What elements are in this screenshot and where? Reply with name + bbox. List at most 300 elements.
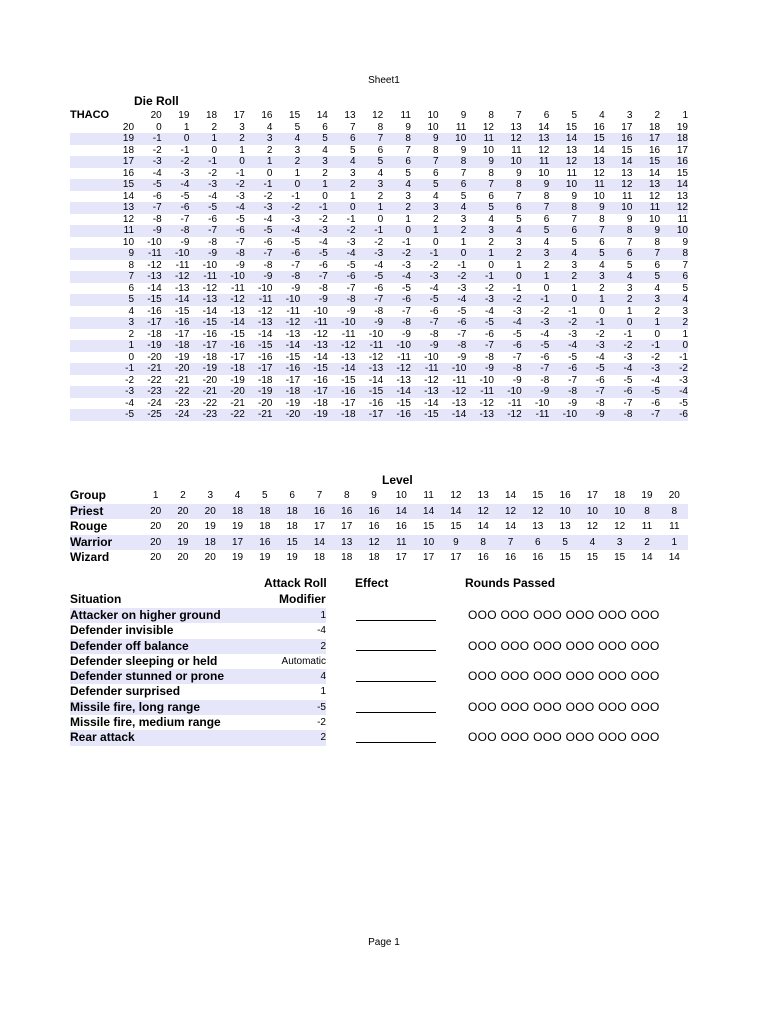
- target-roll-cell: -2: [208, 167, 218, 179]
- target-roll-cell: -9: [291, 282, 301, 294]
- target-roll-cell: -4: [494, 317, 522, 329]
- target-roll-cell: 0: [217, 156, 245, 168]
- target-roll-cell: -6: [605, 386, 633, 398]
- target-roll-cell: 2: [217, 133, 245, 145]
- target-roll-cell: -10: [313, 305, 328, 317]
- target-roll-cell: 6: [328, 133, 356, 145]
- target-roll-cell: -15: [230, 328, 245, 340]
- target-roll-cell: -9: [577, 409, 605, 421]
- target-roll-cell: -7: [512, 351, 522, 363]
- situation-row: [70, 700, 668, 715]
- target-roll-cell: -1: [512, 282, 522, 294]
- target-roll-cell: 9: [632, 225, 660, 237]
- target-roll-cell: 5: [577, 248, 605, 260]
- thaco-value: 0: [128, 351, 135, 363]
- level-thaco-cell: 15: [586, 552, 598, 563]
- target-roll-cell: -23: [134, 386, 162, 398]
- target-roll-cell: 8: [543, 190, 550, 202]
- level-thaco-cell: 12: [614, 521, 626, 532]
- level-thaco-cell: 12: [497, 504, 524, 520]
- die-roll-header: 2: [654, 110, 661, 121]
- target-roll-cell: -3: [568, 328, 578, 340]
- target-roll-cell: -18: [162, 340, 190, 352]
- target-roll-cell: -19: [134, 340, 162, 352]
- level-thaco-cell: 18: [368, 552, 380, 563]
- target-roll-cell: -19: [245, 386, 273, 398]
- rounds-cell: [468, 684, 668, 699]
- level-header: 3: [207, 490, 214, 501]
- target-roll-cell: -5: [245, 225, 273, 237]
- situation-modifier: 2: [256, 730, 326, 745]
- target-roll-cell: -12: [494, 409, 522, 421]
- target-roll-cell: -16: [162, 317, 190, 329]
- target-roll-cell: -3: [189, 179, 217, 191]
- target-roll-cell: 17: [676, 144, 688, 156]
- target-roll-cell: 14: [605, 156, 633, 168]
- level-thaco-cell: 14: [477, 521, 489, 532]
- target-roll-cell: -15: [396, 397, 411, 409]
- target-roll-cell: -5: [134, 179, 162, 191]
- thaco-value: 10: [122, 236, 135, 248]
- target-roll-cell: -5: [679, 397, 688, 409]
- level-header: 15: [532, 490, 544, 501]
- target-roll-cell: -17: [230, 351, 245, 363]
- target-roll-cell: -7: [189, 225, 217, 237]
- target-roll-cell: -4: [605, 363, 633, 375]
- target-roll-cell: -8: [263, 259, 273, 271]
- target-roll-cell: -8: [383, 317, 411, 329]
- thaco-row: [70, 214, 688, 226]
- group-name: Priest: [70, 504, 142, 520]
- die-roll-header: 20: [150, 110, 162, 121]
- target-roll-cell: -12: [439, 386, 467, 398]
- target-roll-cell: -14: [424, 397, 439, 409]
- target-roll-cell: 1: [405, 213, 411, 225]
- target-roll-cell: -4: [162, 179, 190, 191]
- target-roll-cell: 4: [433, 190, 439, 202]
- effect-input[interactable]: [356, 611, 436, 621]
- target-roll-cell: -9: [235, 259, 245, 271]
- target-roll-cell: -14: [147, 282, 162, 294]
- level-thaco-cell: 11: [388, 535, 415, 551]
- group-row: [70, 519, 688, 535]
- target-roll-cell: 3: [632, 294, 660, 306]
- target-roll-cell: -9: [346, 305, 356, 317]
- attack-roll-header: Attack Roll: [264, 576, 327, 590]
- target-roll-cell: -14: [368, 374, 384, 386]
- target-roll-cell: -12: [217, 294, 245, 306]
- target-roll-cell: -17: [341, 397, 356, 409]
- thaco-value: 1: [112, 340, 134, 352]
- target-roll-cell: -7: [346, 282, 356, 294]
- target-roll-cell: -3: [679, 374, 688, 386]
- level-thaco-cell: 16: [360, 504, 387, 520]
- target-roll-cell: 0: [439, 248, 467, 260]
- target-roll-cell: 3: [626, 282, 633, 294]
- thaco-value: 2: [128, 328, 135, 340]
- thaco-label: THACO: [70, 109, 110, 121]
- thaco-row: [70, 352, 688, 364]
- die-roll-header: 14: [316, 110, 328, 121]
- level-thaco-cell: 15: [423, 521, 435, 532]
- thaco-row: [70, 156, 688, 168]
- target-roll-cell: 4: [494, 225, 522, 237]
- target-roll-cell: 4: [328, 156, 356, 168]
- spacer: [326, 639, 356, 654]
- target-roll-cell: -5: [346, 259, 356, 271]
- thaco-row-spacer: [70, 260, 112, 272]
- target-roll-cell: 5: [522, 225, 550, 237]
- level-header: 12: [450, 490, 462, 501]
- target-roll-cell: -23: [174, 397, 190, 409]
- target-roll-cell: -16: [328, 386, 356, 398]
- target-roll-cell: -6: [328, 271, 356, 283]
- target-roll-cell: -5: [180, 190, 190, 202]
- target-roll-cell: -12: [313, 328, 328, 340]
- target-roll-cell: -20: [202, 374, 218, 386]
- level-thaco-cell: 19: [169, 535, 196, 551]
- thaco-value: 18: [122, 144, 135, 156]
- target-roll-cell: 7: [466, 179, 494, 191]
- situation-modifier: -4: [317, 625, 326, 637]
- target-roll-cell: -2: [162, 156, 190, 168]
- target-roll-cell: 11: [577, 179, 605, 191]
- target-roll-cell: -3: [411, 271, 439, 283]
- level-thaco-cell: 15: [614, 552, 626, 563]
- target-roll-cell: 3: [571, 259, 578, 271]
- target-roll-cell: -5: [466, 317, 494, 329]
- rounds-tracker[interactable]: OOO OOO OOO OOO OOO OOO: [468, 699, 660, 714]
- target-roll-cell: 3: [349, 167, 356, 179]
- thaco-row-spacer: [70, 283, 112, 295]
- spacer: [326, 730, 356, 745]
- level-thaco-cell: 19: [286, 552, 298, 563]
- target-roll-cell: 16: [605, 133, 633, 145]
- die-roll-header: 19: [178, 110, 190, 121]
- level-header: 5: [262, 490, 268, 501]
- target-roll-cell: 13: [565, 144, 578, 156]
- level-thaco-cell: 19: [231, 521, 244, 532]
- target-roll-cell: 9: [466, 156, 494, 168]
- target-roll-cell: -24: [147, 397, 162, 409]
- level-header: 6: [289, 490, 295, 501]
- target-roll-cell: -3: [522, 317, 550, 329]
- target-roll-cell: -5: [457, 305, 467, 317]
- target-roll-cell: 5: [571, 236, 578, 248]
- target-roll-cell: -13: [466, 409, 494, 421]
- level-thaco-cell: 12: [360, 535, 387, 551]
- thaco-value: -1: [112, 363, 134, 375]
- thaco-value: -4: [125, 397, 135, 409]
- level-thaco-cell: 18: [286, 521, 298, 532]
- spacer: [438, 623, 468, 638]
- target-roll-cell: -7: [411, 317, 439, 329]
- level-thaco-cell: 19: [231, 552, 244, 563]
- spacer: [438, 715, 468, 730]
- level-thaco-cell: 10: [606, 504, 633, 520]
- target-roll-cell: 8: [494, 179, 522, 191]
- die-roll-header: 18: [205, 110, 218, 121]
- group-name: Warrior: [70, 535, 142, 551]
- target-roll-cell: -19: [174, 351, 190, 363]
- target-roll-cell: 1: [239, 144, 245, 156]
- target-roll-cell: -13: [230, 305, 245, 317]
- target-roll-cell: 2: [433, 213, 439, 225]
- target-roll-cell: 1: [189, 133, 217, 145]
- level-thaco-cell: 17: [423, 552, 435, 563]
- thaco-row: [70, 248, 688, 260]
- target-roll-cell: -16: [217, 340, 245, 352]
- target-roll-cell: 12: [660, 202, 688, 214]
- target-roll-cell: 14: [660, 179, 688, 191]
- sheet-title: Sheet1: [368, 75, 400, 86]
- level-header: 7: [316, 490, 323, 501]
- target-roll-cell: 4: [605, 271, 633, 283]
- level-thaco-cell: 12: [586, 521, 598, 532]
- target-roll-cell: -6: [660, 409, 688, 421]
- target-roll-cell: -21: [189, 386, 217, 398]
- target-roll-cell: 12: [482, 121, 494, 133]
- target-roll-cell: -7: [291, 259, 301, 271]
- thaco-row-spacer: [70, 398, 112, 410]
- target-roll-cell: 10: [482, 144, 494, 156]
- thaco-value: 6: [128, 282, 135, 294]
- target-roll-cell: 11: [522, 156, 550, 168]
- target-roll-cell: 5: [682, 282, 688, 294]
- target-roll-cell: -19: [300, 409, 328, 421]
- target-roll-cell: -10: [424, 351, 439, 363]
- target-roll-cell: 1: [466, 248, 494, 260]
- target-roll-cell: 6: [439, 179, 467, 191]
- situation-modifier: Automatic: [281, 655, 326, 667]
- target-roll-cell: -20: [217, 386, 245, 398]
- rounds-tracker[interactable]: OOO OOO OOO OOO OOO OOO: [468, 669, 660, 684]
- target-roll-cell: -11: [286, 305, 301, 317]
- level-thaco-cell: 20: [177, 552, 189, 563]
- target-roll-cell: 1: [349, 190, 356, 202]
- level-thaco-cell: 16: [395, 521, 407, 532]
- target-roll-cell: -6: [318, 259, 328, 271]
- target-roll-cell: 7: [460, 167, 467, 179]
- target-roll-cell: 14: [549, 133, 577, 145]
- target-roll-cell: 2: [439, 225, 467, 237]
- level-thaco-cell: 18: [224, 504, 251, 520]
- target-roll-cell: -5: [522, 340, 550, 352]
- spacer: [438, 700, 468, 715]
- target-roll-cell: 3: [466, 225, 494, 237]
- target-roll-cell: -22: [217, 409, 245, 421]
- group-label: Group: [70, 488, 106, 502]
- die-roll-header: 6: [543, 110, 550, 121]
- level-thaco-cell: 17: [224, 535, 251, 551]
- target-roll-cell: 3: [460, 213, 467, 225]
- die-roll-header: 4: [599, 110, 605, 121]
- target-roll-cell: -7: [568, 374, 578, 386]
- level-thaco-cell: 13: [532, 521, 544, 532]
- spacer: [326, 654, 356, 669]
- target-roll-cell: 9: [516, 167, 522, 179]
- level-thaco-cell: 20: [169, 504, 196, 520]
- target-roll-cell: -8: [162, 225, 190, 237]
- target-roll-cell: 9: [411, 133, 439, 145]
- level-thaco-cell: 18: [259, 521, 271, 532]
- level-thaco-cell: 20: [142, 504, 169, 520]
- target-roll-cell: 10: [439, 133, 467, 145]
- target-roll-cell: -3: [134, 156, 162, 168]
- target-roll-cell: -4: [328, 248, 356, 260]
- target-roll-cell: 0: [272, 179, 300, 191]
- target-roll-cell: -21: [134, 363, 162, 375]
- rounds-passed-header: Rounds Passed: [465, 576, 556, 590]
- target-roll-cell: 6: [488, 190, 494, 202]
- die-roll-header: 3: [626, 110, 633, 121]
- level-header: 2: [180, 490, 186, 501]
- situation-name: Missile fire, long range: [70, 700, 256, 715]
- effect-cell: [356, 669, 438, 684]
- situation-row: [70, 654, 668, 669]
- level-header: 17: [586, 490, 598, 501]
- target-roll-cell: -4: [485, 305, 494, 317]
- effect-input[interactable]: [356, 733, 436, 743]
- target-roll-cell: -1: [522, 294, 550, 306]
- die-roll-header: 5: [571, 110, 578, 121]
- target-roll-cell: 8: [654, 236, 661, 248]
- target-roll-cell: 0: [494, 271, 522, 283]
- target-roll-cell: -9: [300, 294, 328, 306]
- target-roll-cell: 0: [266, 167, 273, 179]
- rounds-tracker[interactable]: OOO OOO OOO OOO OOO OOO: [468, 638, 660, 653]
- thaco-row-spacer: [70, 329, 112, 341]
- level-thaco-cell: 10: [551, 504, 578, 520]
- effect-input[interactable]: [356, 672, 436, 682]
- target-roll-cell: -11: [466, 386, 494, 398]
- rounds-tracker[interactable]: OOO OOO OOO OOO OOO OOO: [468, 608, 660, 622]
- level-thaco-cell: 18: [278, 504, 305, 520]
- target-roll-cell: -6: [374, 282, 384, 294]
- group-name: Wizard: [70, 550, 110, 564]
- die-roll-label: Die Roll: [134, 94, 179, 108]
- level-thaco-cell: 11: [641, 521, 653, 532]
- target-roll-cell: -14: [272, 340, 300, 352]
- thaco-row-spacer: [70, 156, 112, 168]
- target-roll-cell: -9: [245, 271, 273, 283]
- target-roll-cell: 2: [599, 282, 605, 294]
- target-roll-cell: 9: [460, 144, 467, 156]
- level-thaco-cell: 19: [259, 552, 271, 563]
- target-roll-cell: -13: [189, 294, 217, 306]
- target-roll-cell: 11: [622, 190, 633, 202]
- target-roll-cell: 15: [676, 167, 688, 179]
- target-roll-cell: 9: [626, 213, 633, 225]
- target-roll-cell: 0: [543, 282, 550, 294]
- target-roll-cell: 6: [599, 236, 605, 248]
- effect-cell: [356, 684, 438, 699]
- thaco-row: [70, 179, 688, 191]
- thaco-row-spacer: [70, 133, 112, 145]
- target-roll-cell: -18: [328, 409, 356, 421]
- target-roll-cell: 7: [626, 236, 633, 248]
- target-roll-cell: 8: [549, 202, 577, 214]
- rounds-tracker[interactable]: OOO OOO OOO OOO OOO OOO: [468, 730, 660, 745]
- target-roll-cell: 6: [433, 167, 439, 179]
- target-roll-cell: -6: [651, 397, 661, 409]
- spacer: [326, 700, 356, 715]
- target-roll-cell: 0: [433, 236, 439, 248]
- target-roll-cell: 4: [549, 248, 577, 260]
- target-roll-cell: -14: [328, 363, 356, 375]
- target-roll-cell: -6: [494, 340, 522, 352]
- target-roll-cell: 18: [648, 121, 661, 133]
- target-roll-cell: -15: [189, 317, 217, 329]
- target-roll-cell: -8: [540, 374, 550, 386]
- target-roll-cell: -6: [217, 225, 245, 237]
- thaco-value: 15: [112, 179, 134, 191]
- die-roll-header: 11: [400, 110, 411, 121]
- target-roll-cell: -15: [411, 409, 439, 421]
- effect-input[interactable]: [356, 641, 436, 651]
- spacer: [438, 730, 468, 745]
- target-roll-cell: -5: [512, 328, 522, 340]
- target-roll-cell: 4: [439, 202, 467, 214]
- target-roll-cell: -1: [623, 328, 633, 340]
- target-roll-cell: 6: [322, 121, 328, 133]
- group-row: [70, 504, 688, 520]
- target-roll-cell: 3: [405, 190, 411, 202]
- target-roll-cell: -18: [258, 374, 273, 386]
- target-roll-cell: -3: [457, 282, 467, 294]
- target-roll-cell: -10: [162, 248, 190, 260]
- thaco-value: 17: [112, 156, 134, 168]
- thaco-row: [70, 271, 688, 283]
- target-roll-cell: 7: [577, 225, 605, 237]
- target-roll-cell: -15: [341, 374, 356, 386]
- target-roll-cell: 4: [377, 167, 384, 179]
- thaco-value: 12: [122, 213, 135, 225]
- rounds-cell: [468, 715, 668, 730]
- level-thaco-cell: 17: [450, 552, 462, 563]
- rounds-cell: [468, 700, 668, 715]
- thaco-row-spacer: [70, 363, 112, 375]
- spacer: [438, 654, 468, 669]
- target-roll-cell: -4: [208, 190, 218, 202]
- target-roll-cell: -8: [328, 294, 356, 306]
- thaco-row-spacer: [70, 214, 112, 226]
- die-roll-header: 16: [261, 110, 273, 121]
- thaco-row-spacer: [70, 168, 112, 180]
- target-roll-cell: 10: [427, 121, 439, 133]
- thaco-row-spacer: [70, 248, 112, 260]
- target-roll-cell: -18: [202, 351, 218, 363]
- target-roll-cell: -2: [494, 294, 522, 306]
- target-roll-cell: -1: [632, 340, 660, 352]
- spacer: [438, 608, 468, 623]
- thaco-value: 11: [112, 225, 134, 237]
- level-header: 20: [668, 490, 680, 501]
- target-roll-cell: 9: [405, 121, 411, 133]
- target-roll-cell: 7: [405, 144, 411, 156]
- effect-input[interactable]: [356, 703, 436, 713]
- situation-name: Defender stunned or prone: [70, 669, 256, 684]
- target-roll-cell: 10: [593, 190, 605, 202]
- target-roll-cell: -10: [549, 409, 577, 421]
- situation-name: Defender off balance: [70, 639, 256, 654]
- target-roll-cell: 8: [660, 248, 688, 260]
- rounds-cell: [468, 623, 668, 638]
- level-thaco-cell: 15: [450, 521, 462, 532]
- target-roll-cell: -11: [231, 282, 245, 294]
- thaco-row: [70, 306, 688, 318]
- target-roll-cell: -2: [383, 248, 411, 260]
